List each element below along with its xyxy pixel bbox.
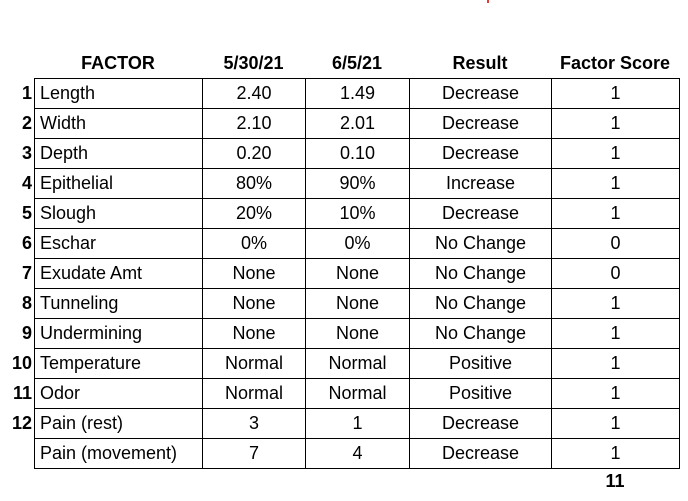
factor-cell: Length xyxy=(35,79,203,109)
date-2-cell: 0.10 xyxy=(306,139,410,169)
result-cell: Increase xyxy=(410,169,552,199)
date-1-cell: 80% xyxy=(203,169,306,199)
factor-score-cell: 1 xyxy=(552,289,680,319)
row-number: 4 xyxy=(21,173,32,193)
result-cell: Decrease xyxy=(410,199,552,229)
date-1-cell: 20% xyxy=(203,199,306,229)
stray-mark xyxy=(487,0,489,3)
result-cell: Positive xyxy=(410,349,552,379)
result-cell: No Change xyxy=(410,319,552,349)
factor-cell: Pain (rest) xyxy=(35,409,203,439)
factor-cell: Eschar xyxy=(35,229,203,259)
factor-score-cell: 1 xyxy=(552,349,680,379)
factor-cell: Epithelial xyxy=(35,169,203,199)
factor-score-cell: 1 xyxy=(552,169,680,199)
table-row xyxy=(35,79,680,109)
factor-score-cell: 1 xyxy=(552,439,680,469)
table-row xyxy=(35,289,680,319)
result-cell: Decrease xyxy=(410,139,552,169)
row-number: 1 xyxy=(21,83,32,103)
table-row xyxy=(35,199,680,229)
result-cell: Decrease xyxy=(410,409,552,439)
date-1-cell: Normal xyxy=(203,349,306,379)
date-2-cell: Normal xyxy=(306,349,410,379)
date-2-cell: 90% xyxy=(306,169,410,199)
date-2-cell: 0% xyxy=(306,229,410,259)
date-2-cell: None xyxy=(306,259,410,289)
date-2-cell: 10% xyxy=(306,199,410,229)
table-row xyxy=(35,379,680,409)
row-number: 10 xyxy=(11,353,32,373)
date-1-cell: None xyxy=(203,259,306,289)
table-row xyxy=(35,259,680,289)
factor-score-cell: 1 xyxy=(552,79,680,109)
factor-score-cell: 1 xyxy=(552,139,680,169)
row-number-column xyxy=(0,78,34,468)
table-row xyxy=(35,439,680,469)
date-2-cell: Normal xyxy=(306,379,410,409)
factor-cell: Odor xyxy=(35,379,203,409)
factor-cell: Exudate Amt xyxy=(35,259,203,289)
factor-score-cell: 0 xyxy=(552,259,680,289)
factor-score-cell: 1 xyxy=(552,379,680,409)
table-header xyxy=(0,50,688,76)
result-cell: No Change xyxy=(410,289,552,319)
table-row xyxy=(35,409,680,439)
result-cell: Decrease xyxy=(410,109,552,139)
factor-cell: Undermining xyxy=(35,319,203,349)
factor-score-cell: 1 xyxy=(552,319,680,349)
date-1-cell: 2.40 xyxy=(203,79,306,109)
factor-cell: Temperature xyxy=(35,349,203,379)
date-2-cell: None xyxy=(306,319,410,349)
factor-score-cell: 1 xyxy=(552,409,680,439)
table-row xyxy=(35,319,680,349)
header-date-2: 6/5/21 xyxy=(331,53,383,73)
table-row xyxy=(35,169,680,199)
wound-factor-table xyxy=(34,78,680,469)
row-number: 11 xyxy=(12,383,32,403)
factor-cell: Pain (movement) xyxy=(35,439,203,469)
header-date-1: 5/30/21 xyxy=(223,53,284,73)
header-result: Result xyxy=(452,53,508,73)
date-2-cell: 1 xyxy=(306,409,410,439)
table-row xyxy=(35,139,680,169)
date-1-cell: 2.10 xyxy=(203,109,306,139)
result-cell: No Change xyxy=(410,229,552,259)
table-row xyxy=(35,109,680,139)
row-number: 5 xyxy=(21,203,32,223)
factor-score-cell: 1 xyxy=(552,109,680,139)
factor-score-cell: 1 xyxy=(552,199,680,229)
date-2-cell: 2.01 xyxy=(306,109,410,139)
row-number xyxy=(0,438,34,468)
row-number: 3 xyxy=(21,143,32,163)
factor-score-cell: 0 xyxy=(552,229,680,259)
header-factor-score: Factor Score xyxy=(559,53,671,73)
row-number: 2 xyxy=(21,113,32,133)
result-cell: Decrease xyxy=(410,79,552,109)
date-1-cell: 0.20 xyxy=(203,139,306,169)
result-cell: No Change xyxy=(410,259,552,289)
date-2-cell: 1.49 xyxy=(306,79,410,109)
date-1-cell: 3 xyxy=(203,409,306,439)
date-2-cell: 4 xyxy=(306,439,410,469)
factor-cell: Width xyxy=(35,109,203,139)
date-1-cell: None xyxy=(203,289,306,319)
table-row xyxy=(35,229,680,259)
result-cell: Decrease xyxy=(410,439,552,469)
date-1-cell: 0% xyxy=(203,229,306,259)
row-number: 7 xyxy=(21,263,32,283)
header-factor: FACTOR xyxy=(81,53,155,73)
date-2-cell: None xyxy=(306,289,410,319)
row-number: 12 xyxy=(11,413,32,433)
row-number: 9 xyxy=(21,323,32,343)
date-1-cell: Normal xyxy=(203,379,306,409)
factor-cell: Depth xyxy=(35,139,203,169)
date-1-cell: None xyxy=(203,319,306,349)
factor-cell: Tunneling xyxy=(35,289,203,319)
row-number: 6 xyxy=(21,233,32,253)
result-cell: Positive xyxy=(410,379,552,409)
total-factor-score: 11 xyxy=(605,471,625,491)
row-number: 8 xyxy=(21,293,32,313)
factor-cell: Slough xyxy=(35,199,203,229)
date-1-cell: 7 xyxy=(203,439,306,469)
table-row xyxy=(35,349,680,379)
